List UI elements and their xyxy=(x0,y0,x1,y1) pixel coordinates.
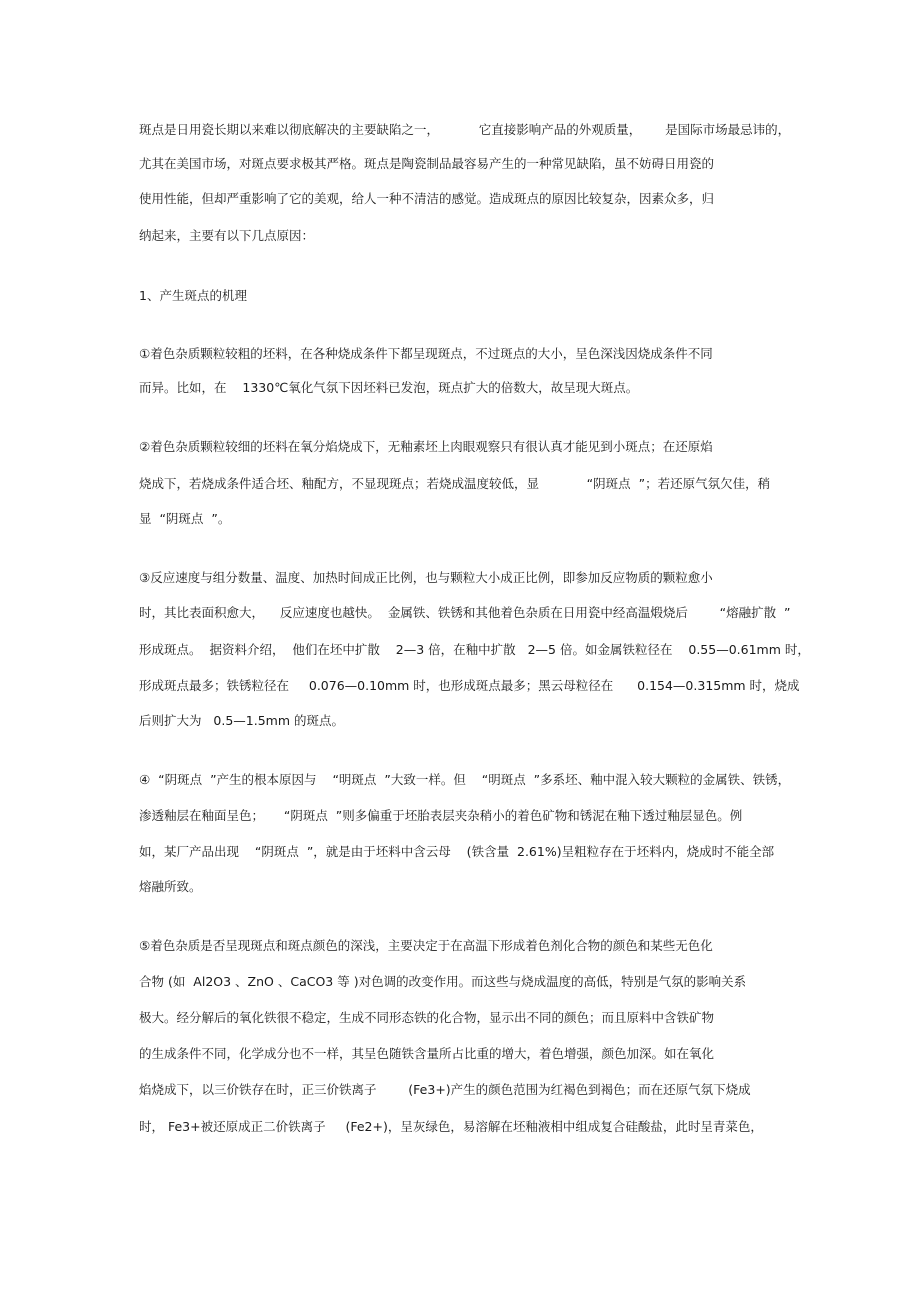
text-line: 而异。比如，在 1330℃氧化气氛下因坯料已发泡，斑点扩大的倍数大，故呈现大斑点。 xyxy=(139,380,639,395)
text-line: 纳起来，主要有以下几点原因： xyxy=(139,228,315,243)
text-line: 时，其比表面积愈大， 反应速度也越快。 金属铁、铁锈和其他着色杂质在日用瓷中经高温煅烧后 “熔融扩散 ” xyxy=(139,605,791,620)
text-line: 形成斑点最多；铁锈粒径在 0.076—0.10mm 时，也形成斑点最多；黑云母粒径在 0.154—0.315mm 时，烧成 xyxy=(139,678,800,693)
text-line: ③反应速度与组分数量、温度、加热时间成正比例，也与颗粒大小成正比例，即参加反应物质的颗粒愈小 xyxy=(139,570,713,585)
section-heading: 1、产生斑点的机理 xyxy=(139,288,247,303)
text-line: 合物 (如 Al2O3 、ZnO 、CaCO3 等 )对色调的改变作用。而这些与烧成温度的高低，特别是气氛的影响关系 xyxy=(139,974,747,989)
text-line: ①着色杂质颗粒较粗的坯料，在各种烧成条件下都呈现斑点，不过斑点的大小，呈色深浅因烧成条件不同 xyxy=(139,346,713,361)
text-line: 后则扩大为 0.5—1.5mm 的斑点。 xyxy=(139,713,345,728)
text-line: 时， Fe3+被还原成正二价铁离子 (Fe2+)，呈灰绿色，易溶解在坯釉液相中组成复合硅酸盐，此时呈青菜色， xyxy=(139,1119,763,1134)
text-line: 熔融所致。 xyxy=(139,879,202,894)
text-line: 斑点是日用瓷长期以来难以彻底解决的主要缺陷之一， 它直接影响产品的外观质量， 是国际市场最忌讳的， xyxy=(139,122,791,137)
text-line: 形成斑点。 据资料介绍， 他们在坯中扩散 2—3 倍，在釉中扩散 2—5 倍。如金属铁粒径在 0.55—0.61mm 时， xyxy=(139,642,810,657)
text-line: ②着色杂质颗粒较细的坯料在氧分焰烧成下，无釉素坯上肉眼观察只有很认真才能见到小斑点；在还原焰 xyxy=(139,439,713,454)
text-line: 渗透釉层在釉面呈色； “阴斑点 ”则多偏重于坯胎表层夹杂稍小的着色矿物和锈泥在釉下透过釉层显色。例 xyxy=(139,808,743,823)
text-line: 烧成下，若烧成条件适合坯、釉配方，不显现斑点；若烧成温度较低，显 “阴斑点 ”；若还原气氛欠佳，稍 xyxy=(139,476,771,491)
text-line: 极大。经分解后的氧化铁很不稳定，生成不同形态铁的化合物，显示出不同的颜色；而且原料中含铁矿物 xyxy=(139,1010,715,1025)
text-line: ⑤着色杂质是否呈现斑点和斑点颜色的深浅，主要决定于在高温下形成着色剂化合物的颜色和某些无色化 xyxy=(139,938,713,953)
text-line: 如，某厂产品出现 “阴斑点 ”，就是由于坯料中含云母 (铁含量 2.61%)呈粗粒存在于坯料内，烧成时不能全部 xyxy=(139,844,775,859)
text-line: 焰烧成下，以三价铁存在时，正三价铁离子 (Fe3+)产生的颜色范围为红褐色到褐色；而在还原气氛下烧成 xyxy=(139,1082,751,1097)
text-line: 的生成条件不同，化学成分也不一样，其呈色随铁含量所占比重的增大，着色增强，颜色加深。如在氧化 xyxy=(139,1046,715,1061)
text-line: 显 “阴斑点 ”。 xyxy=(139,511,231,526)
text-line: 尤其在美国市场，对斑点要求极其严格。斑点是陶瓷制品最容易产生的一种常见缺陷，虽不妨碍日用瓷的 xyxy=(139,156,715,171)
text-line: ④ “阴斑点 ”产生的根本原因与 “明斑点 ”大致一样。但 “明斑点 ”多系坯、釉中混入较大颗粒的金属铁、铁锈， xyxy=(139,772,791,787)
text-line: 使用性能，但却严重影响了它的美观，给人一种不清洁的感觉。造成斑点的原因比较复杂，因素众多，归 xyxy=(139,191,715,206)
